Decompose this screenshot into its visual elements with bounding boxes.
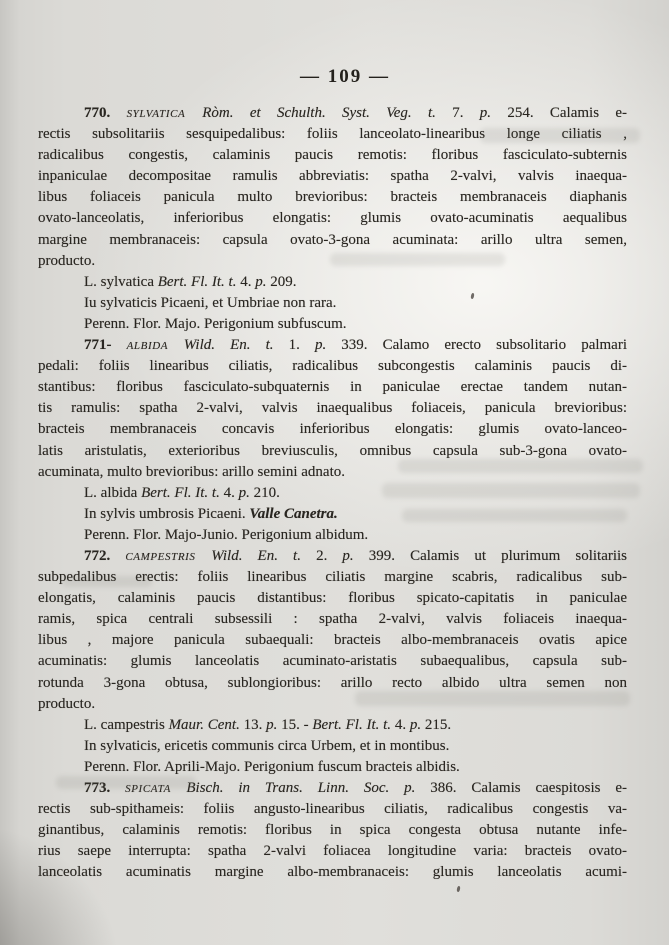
- text-line: [38, 230, 627, 251]
- text-segment: 4.: [223, 484, 239, 501]
- text-segment: rotunda 3-gona obtusa, sublongioribus: arillo recto albido ultra semen non: [38, 674, 627, 691]
- text-segment: 13.: [243, 716, 267, 733]
- text-line: [38, 335, 627, 356]
- text-segment: 772.: [84, 547, 126, 564]
- text-segment: campestris: [125, 547, 212, 564]
- text-segment: producto.: [38, 252, 96, 269]
- text-segment: Perenn. Flor. Aprili-Majo. Perigonium fuscum bracteis albidis.: [84, 758, 460, 775]
- text-line: [38, 208, 627, 229]
- text-segment: 399.: [368, 547, 411, 564]
- text-line: [38, 546, 627, 567]
- text-segment: ginantibus, calaminis remotis: floribus in spica congesta obtusa nutante infe-: [38, 822, 627, 839]
- text-segment: tis ramulis: spatha 2-valvi, valvis inaequalibus foliaceis, panicula brevioribus:: [38, 400, 627, 417]
- text-segment: elongatis, calaminis paucis distantibus: floribus spicato-capitatis in paniculae: [38, 590, 627, 607]
- text-segment: rius saepe interrupta: spatha 2-valvi foliacea longitudine varia: bracteis ovato-: [38, 843, 627, 860]
- text-line: [38, 166, 627, 187]
- text-segment: Iu sylvaticis Picaeni, et Umbriae non rara.: [84, 294, 337, 311]
- text-segment: albida: [126, 337, 184, 354]
- text-segment: 773.: [84, 780, 126, 796]
- bleedthrough-smudge: [398, 459, 643, 473]
- text-line: [38, 314, 627, 335]
- text-segment: p.: [342, 547, 369, 564]
- text-segment: Wild. En. t.: [183, 337, 289, 354]
- text-segment: Valle Canetra.: [249, 505, 338, 522]
- text-segment: p.: [266, 716, 282, 733]
- bleedthrough-smudge: [402, 509, 627, 522]
- text-segment: libus foliaceis panicula multo brevioribus: bracteis membranaceis diaphanis: [38, 189, 627, 206]
- text-segment: spicata: [125, 780, 187, 796]
- text-line: [38, 377, 627, 398]
- text-line: [38, 630, 627, 651]
- text-segment: producto.: [38, 695, 96, 712]
- text-line: [38, 862, 627, 883]
- text-segment: bracteis membranaceis concavis inferioribus elongatis: glumis ovato-lanceo-: [38, 421, 627, 438]
- text-segment: 15. -: [281, 716, 313, 733]
- text-line: [38, 736, 627, 757]
- text-segment: acuminatis: glumis lanceolatis acuminato-aristatis subaequalibus, capsula sub-: [38, 653, 627, 670]
- text-segment: 254.: [507, 105, 550, 121]
- text-line: [38, 820, 627, 841]
- text-line: [38, 145, 627, 166]
- text-line: [38, 356, 627, 377]
- text-line: [38, 588, 627, 609]
- text-segment: L. sylvatica: [84, 273, 158, 290]
- text-segment: 4.: [394, 716, 410, 733]
- text-segment: 4.: [240, 273, 256, 290]
- text-segment: inpaniculae decompositae ramulis abbreviatis: spatha 2-valvi, valvis inaequa-: [38, 168, 627, 185]
- text-line: [38, 272, 627, 293]
- text-segment: rectis sub-spithameis: foliis angusto-linearibus ciliatis, radicalibus congestis va-: [38, 801, 627, 818]
- text-line: [38, 609, 627, 630]
- text-segment: Calamis ut plurimum solitariis: [410, 547, 627, 564]
- text-segment: Calamis e-: [549, 105, 627, 121]
- text-segment: Calamo erecto subsolitario palmari: [382, 337, 627, 354]
- text-segment: pedali: foliis linearibus ciliatis, radicalibus subcongestis calaminis paucis di-: [38, 358, 627, 375]
- text-segment: In sylvaticis, ericetis communis circa Urbem, et in montibus.: [84, 737, 450, 754]
- text-segment: 2.: [316, 547, 343, 564]
- text-segment: In sylvis umbrosis Picaeni.: [84, 505, 250, 522]
- bleedthrough-smudge: [480, 128, 640, 143]
- text-segment: Bert. Fl. It. t.: [157, 273, 241, 290]
- text-line: [38, 715, 627, 736]
- ink-speck: [456, 886, 460, 892]
- text-line: [38, 103, 627, 124]
- text-line: [38, 187, 627, 208]
- text-line: [38, 799, 627, 820]
- bleedthrough-smudge: [355, 691, 630, 706]
- bleedthrough-smudge: [330, 253, 505, 266]
- text-segment: sylvatica: [126, 105, 203, 121]
- text-segment: lanceolatis acuminatis margine albo-membranaceis: glumis lanceolatis acumi-: [38, 864, 627, 881]
- text-segment: Perenn. Flor. Majo-Junio. Perigonium albidum.: [84, 526, 369, 543]
- text-segment: 386.: [430, 780, 472, 796]
- text-segment: libus , majore panicula subaequali: bracteis albo-membranaceis ovatis apice: [38, 632, 627, 649]
- text-segment: 215.: [424, 716, 452, 733]
- text-segment: 210.: [253, 484, 280, 501]
- text-segment: Bert. Fl. It. t.: [141, 484, 224, 501]
- text-segment: p.: [409, 716, 425, 733]
- text-segment: 209.: [270, 273, 297, 290]
- text-segment: L. campestris: [84, 716, 169, 733]
- text-segment: Perenn. Flor. Majo. Perigonium subfuscum.: [84, 315, 347, 332]
- text-segment: radicalibus congestis, calaminis paucis remotis: floribus fasciculato-subternis: [38, 147, 627, 164]
- text-line: [38, 525, 627, 546]
- text-segment: p.: [479, 105, 508, 121]
- text-segment: 770.: [84, 105, 127, 121]
- text-segment: 339.: [341, 337, 383, 354]
- text-segment: margine membranaceis: capsula ovato-3-gona acuminata: arillo ultra semen,: [38, 231, 627, 248]
- text-segment: p.: [255, 273, 271, 290]
- text-line: [38, 398, 627, 419]
- text-segment: p.: [238, 484, 254, 501]
- text-segment: subpedalibus erectis: foliis linearibus ciliatis margine scabris, radicalibus sub-: [38, 569, 627, 586]
- text-line: [38, 419, 627, 440]
- text-line: [38, 651, 627, 672]
- page-number-header: — 109 —: [300, 66, 390, 87]
- text-line: [38, 293, 627, 314]
- text-segment: acuminata, multo brevioribus: arillo semini adnato.: [38, 463, 346, 480]
- text-segment: Bisch. in Trans. Linn. Soc. p.: [186, 780, 431, 796]
- text-segment: ramis, spica centrali subsessili : spatha 2-valvi, valvis foliaceis inaequa-: [38, 611, 627, 628]
- text-segment: 1.: [288, 337, 315, 354]
- text-segment: Maur. Cent.: [168, 716, 244, 733]
- text-segment: 7.: [452, 105, 480, 121]
- text-segment: ovato-lanceolatis, inferioribus elongatis: glumis ovato-acuminatis aequalibus: [38, 210, 627, 227]
- bleedthrough-smudge: [382, 483, 640, 498]
- text-segment: rectis subsolitariis sesquipedalibus: foliis lanceolato-linearibus longe ciliatis ,: [38, 126, 627, 143]
- text-segment: Bert. Fl. It. t.: [312, 716, 395, 733]
- text-segment: L. albida: [84, 484, 142, 501]
- bleedthrough-smudge: [56, 776, 196, 789]
- text-segment: p.: [314, 337, 342, 354]
- text-segment: stantibus: floribus fasciculato-subquaternis in paniculae erectae tandem nutan-: [38, 379, 627, 396]
- text-segment: Calamis caespitosis e-: [471, 780, 627, 796]
- text-segment: 771-: [84, 337, 127, 354]
- text-segment: Wild. En. t.: [211, 547, 317, 564]
- text-segment: Ròm. et Schulth. Syst. Veg. t.: [202, 105, 453, 121]
- text-line: [38, 757, 627, 778]
- text-segment: latis aristulatis, exterioribus breviusculis, omnibus capsula sub-3-gona ovato-: [38, 442, 627, 459]
- text-line: [38, 841, 627, 862]
- bleedthrough-smudge: [62, 576, 152, 587]
